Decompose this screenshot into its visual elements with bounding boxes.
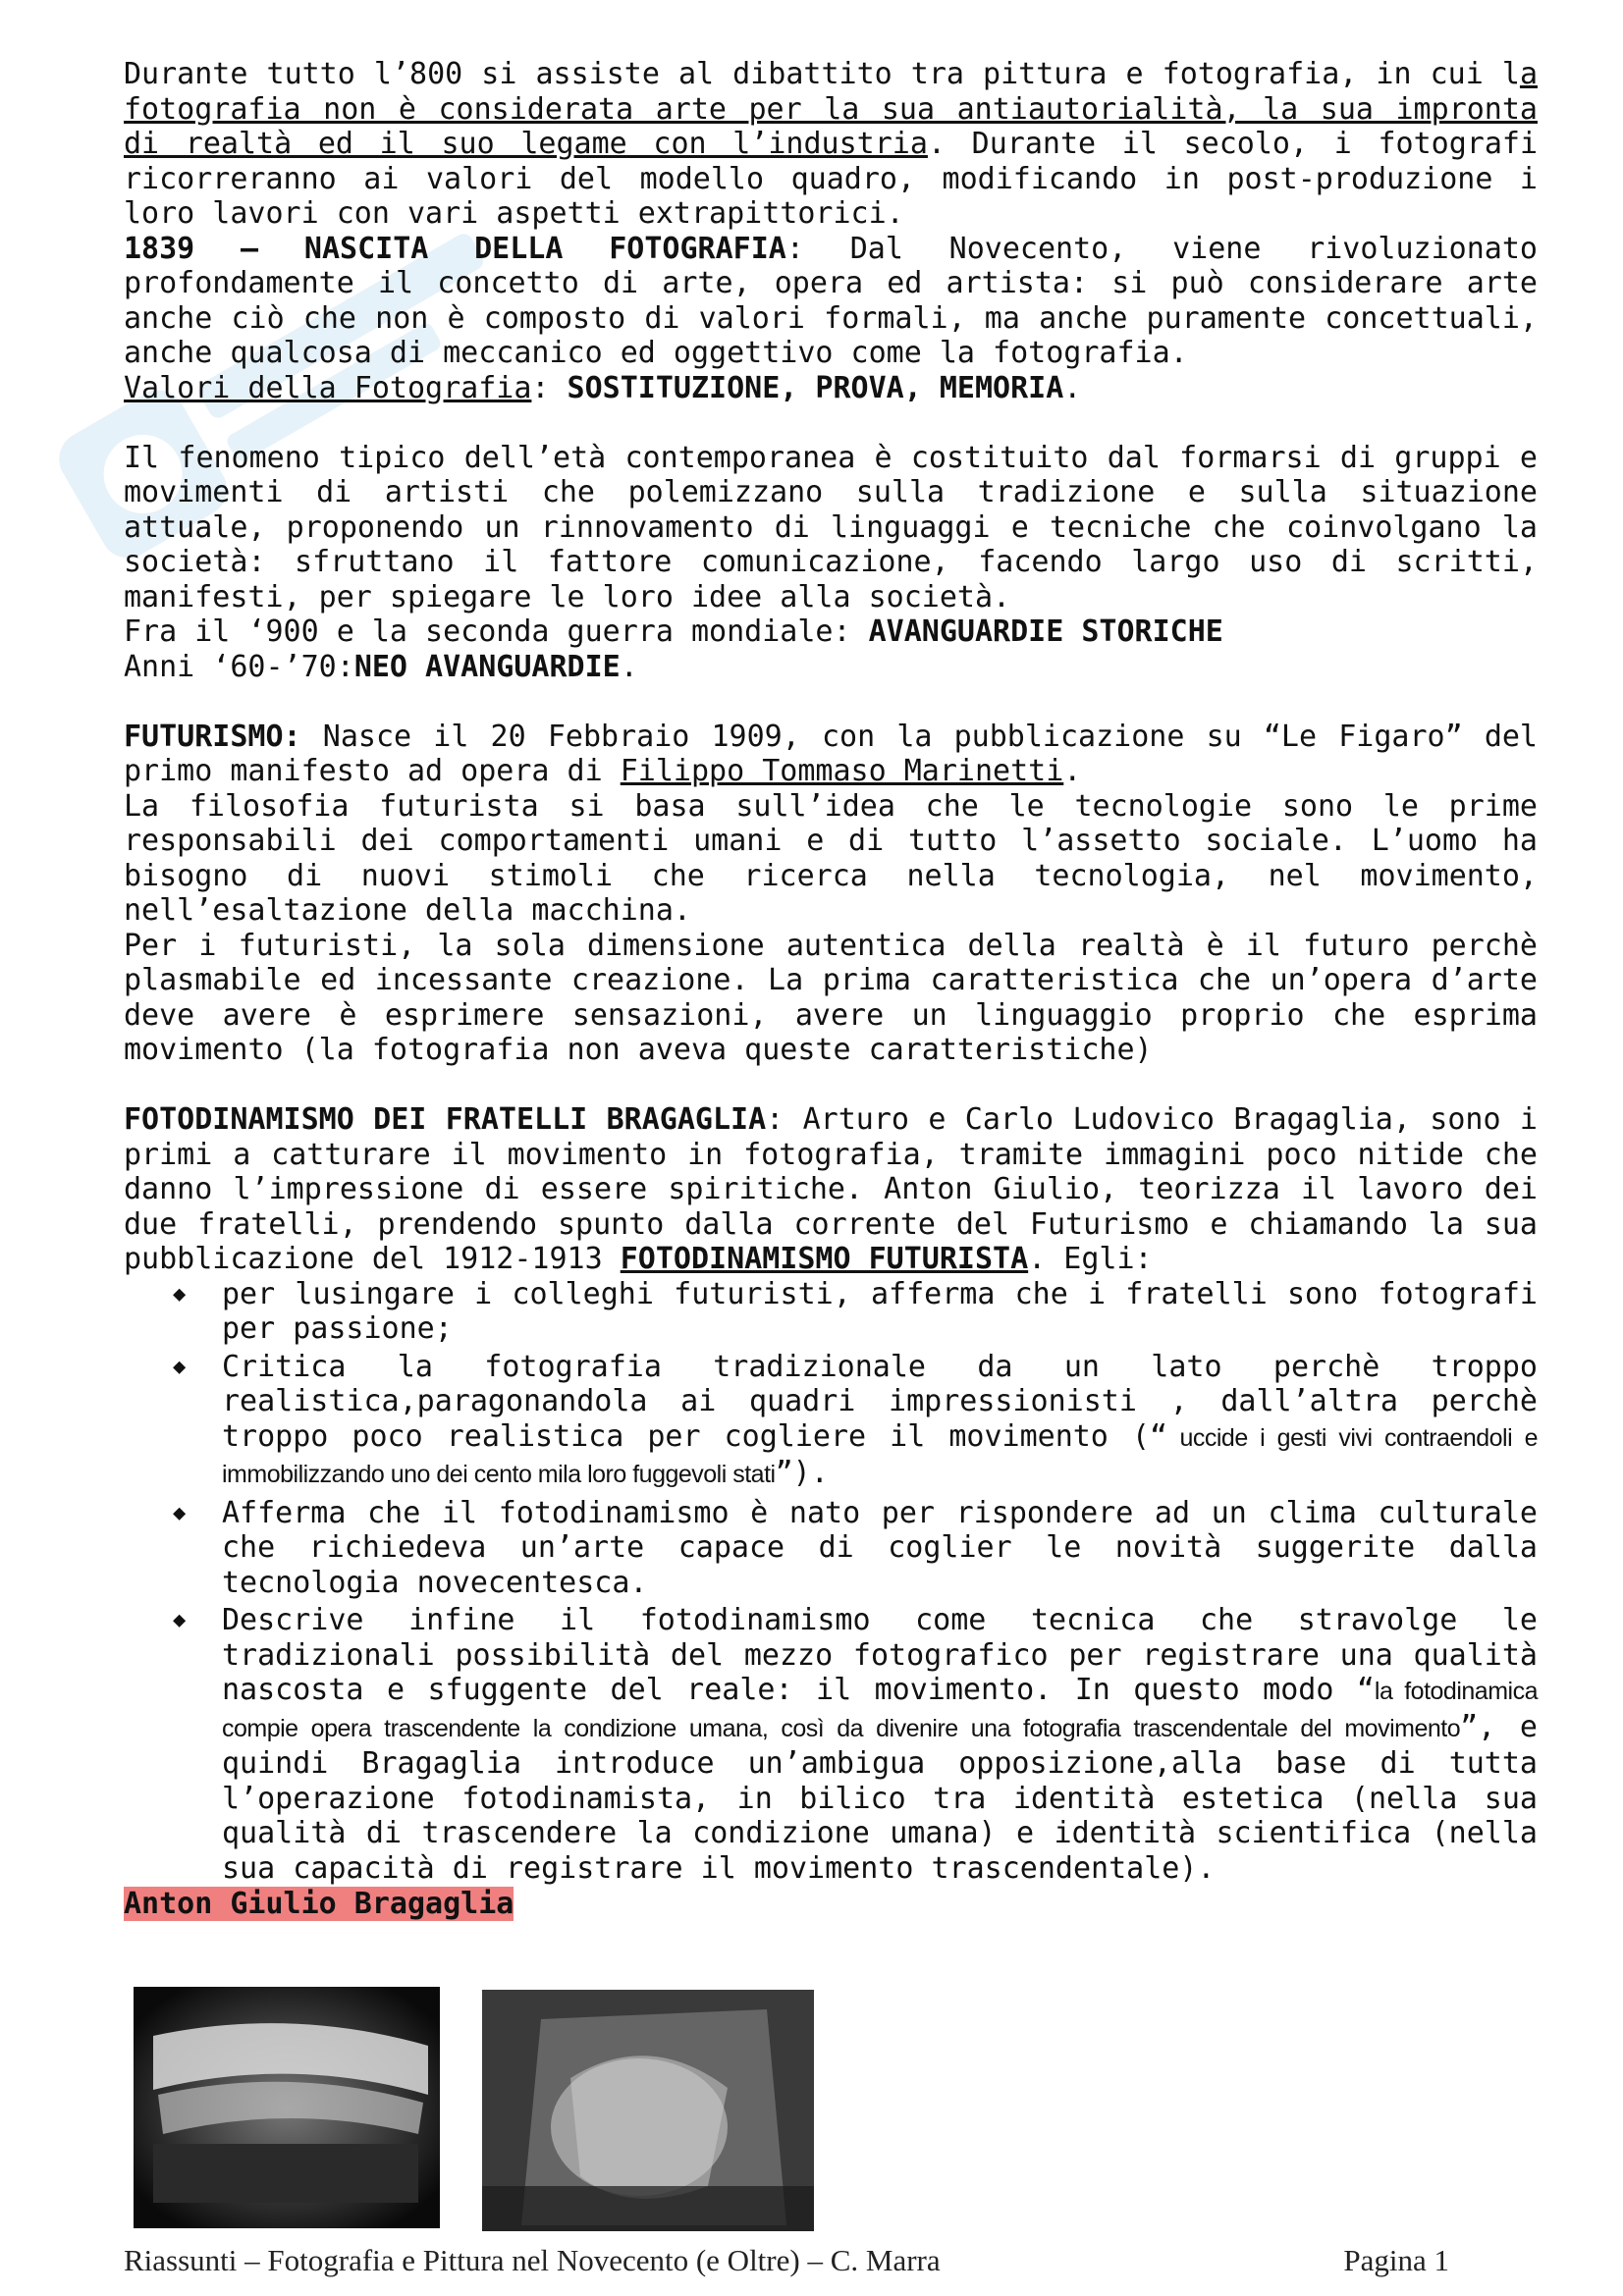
highlight-heading-line <box>124 1887 1538 1922</box>
paragraph-futurismo: FUTURISMO: Nasce il 20 Febbraio 1909, con la pubblicazione su “Le Figaro” del primo manifesto ad opera di Filippo Tommaso Marinetti. <box>124 719 1538 788</box>
bullet-list <box>124 1277 1538 1887</box>
list-item: ◆ per lusingare i colleghi futuristi, afferma che i fratelli sono fotografi per passione; <box>173 1276 1538 1346</box>
paragraph-valori: Valori della Fotografia: SOSTITUZIONE, PROVA, MEMORIA. <box>124 370 1082 405</box>
footer-title: Riassunti – Fotografia e Pittura nel Novecento (e Oltre) – C. Marra <box>124 2243 941 2277</box>
paragraph-fenomeno: Il fenomeno tipico dell’età contemporanea è costituito dal formarsi di gruppi e movimenti di artisti che polemizzano sulla tradizione e sulla situazione attuale, proponendo un rinnovamento di linguaggi e tecniche che coinvolgano la società: sfruttano il fattore comunicazione, facendo largo uso di scritti, manifesti, per spiegare le loro idee alla società. <box>124 440 1538 614</box>
paragraph-intro: Durante tutto l’800 si assiste al dibattito tra pittura e fotografia, in cui la fotografia non è considerata arte per la sua antiautorialità, la sua impronta di realtà ed il suo legame con l’industria. Durante il secolo, i fotografi ricorreranno ai valori del modello quadro, modificando in post-produzione i loro lavori con vari aspetti extrapittorici. <box>124 57 1539 231</box>
line-avanguardie-storiche: Fra il ‘900 e la seconda guerra mondiale: AVANGUARDIE STORICHE <box>124 614 1223 649</box>
underlined-text: a fotografia non è considerata arte per la sua antiautorialità, la sua impronta di realtà ed il suo legame con l’industria <box>124 57 1538 161</box>
photo-bragaglia-2 <box>482 1990 814 2231</box>
page-footer <box>124 2243 1449 2278</box>
paragraph-fotodinamismo: FOTODINAMISMO DEI FRATELLI BRAGAGLIA: Arturo e Carlo Ludovico Bragaglia, sono i primi a catturare il movimento in fotografia, tramite immagini poco nitide che danno l’impressione di essere spiritiche. Anton Giulio, teorizza il lavoro dei due fratelli, prendendo spunto dalla corrente del Futurismo e chiamando la sua pubblicazione del 1912-1913 FOTODINAMISMO FUTURISTA. Egli: <box>124 1102 1538 1276</box>
list-item: ◆ Descrive infine il fotodinamismo come tecnica che stravolge le tradizionali possibilità del mezzo fotografico per registrare una qualità nascosta e sfuggente del reale: il movimento. In questo modo “la fotodinamica compie opera trascendente la condizione umana, così da divenire una fotografia trascendentale del movimento”, e quindi Bragaglia introduce un’ambigua opposizione,alla base di tutta l’operazione fotodinamista, in bilico tra identità estetica (nella sua qualità di trascendere la condizione umana) e identità scientifica (nella sua capacità di registrare il movimento trascendentale). <box>173 1603 1538 1886</box>
list-item: ◆ Critica la fotografia tradizionale da un lato perchè troppo realistica,paragonandola ai quadri impressionisti , dall’altra perchè troppo poco realistica per cogliere il movimento (“ uccide i gesti vivi contraendoli e immobilizzando uno dei cento mila loro fuggevoli stati”). <box>173 1349 1538 1490</box>
heading-fotodinamismo: FOTODINAMISMO DEI FRATELLI BRAGAGLIA <box>124 1102 767 1137</box>
diamond-bullet-icon: ◆ <box>173 1354 187 1379</box>
quote-text: uccide i gesti vivi contraendoli e immobilizzando uno dei cento mila loro fuggevoli stati <box>222 1423 1538 1488</box>
paragraph-filosofia: La filosofia futurista si basa sull’idea che le tecnologie sono le prime responsabili dei comportamenti umani e di tutto l’assetto sociale. L’uomo ha bisogno di nuovi stimoli che ricerca nella tecnologia, nel movimento, nell’esaltazione della macchina. <box>124 788 1538 928</box>
line-neo-avanguardie: Anni ‘60-’70:NEO AVANGUARDIE. <box>124 649 638 684</box>
body-text <box>124 57 1538 1922</box>
paragraph-nascita: 1839 – NASCITA DELLA FOTOGRAFIA: Dal Novecento, viene rivoluzionato profondamente il concetto di arte, opera ed artista: si può considerare arte anche ciò che non è composto di valori formali, ma anche puramente concettuali, anche qualcosa di meccanico ed oggettivo come la fotografia. <box>124 231 1538 370</box>
heading-nascita: 1839 – NASCITA DELLA FOTOGRAFIA <box>124 231 786 266</box>
list-item: ◆ Afferma che il fotodinamismo è nato per rispondere ad un clima culturale che richiedeva un’arte capace di coglier le novità suggerite dalla tecnologia novecentesca. <box>173 1495 1538 1600</box>
diamond-bullet-icon: ◆ <box>173 1281 187 1307</box>
highlight-heading: Anton Giulio Bragaglia <box>124 1887 514 1921</box>
quote-text: la fotodinamica compie opera trascendente la condizione umana, così da divenire una fotografia trascendentale del movimento <box>222 1678 1538 1742</box>
label-valori: Valori della Fotografia <box>124 370 532 405</box>
photo-bragaglia-1 <box>134 1987 440 2228</box>
paragraph-futuristi: Per i futuristi, la sola dimensione autentica della realtà è il futuro perchè plasmabile ed incessante creazione. La prima caratteristica che un’opera d’arte deve avere è esprimere sensazioni, avere un linguaggio proprio che esprima movimento (la fotografia non aveva queste caratteristiche) <box>124 928 1538 1067</box>
diamond-bullet-icon: ◆ <box>173 1500 187 1525</box>
page-number: Pagina 1 <box>1343 2243 1449 2277</box>
heading-futurismo: FUTURISMO: <box>124 719 301 754</box>
diamond-bullet-icon: ◆ <box>173 1608 187 1632</box>
